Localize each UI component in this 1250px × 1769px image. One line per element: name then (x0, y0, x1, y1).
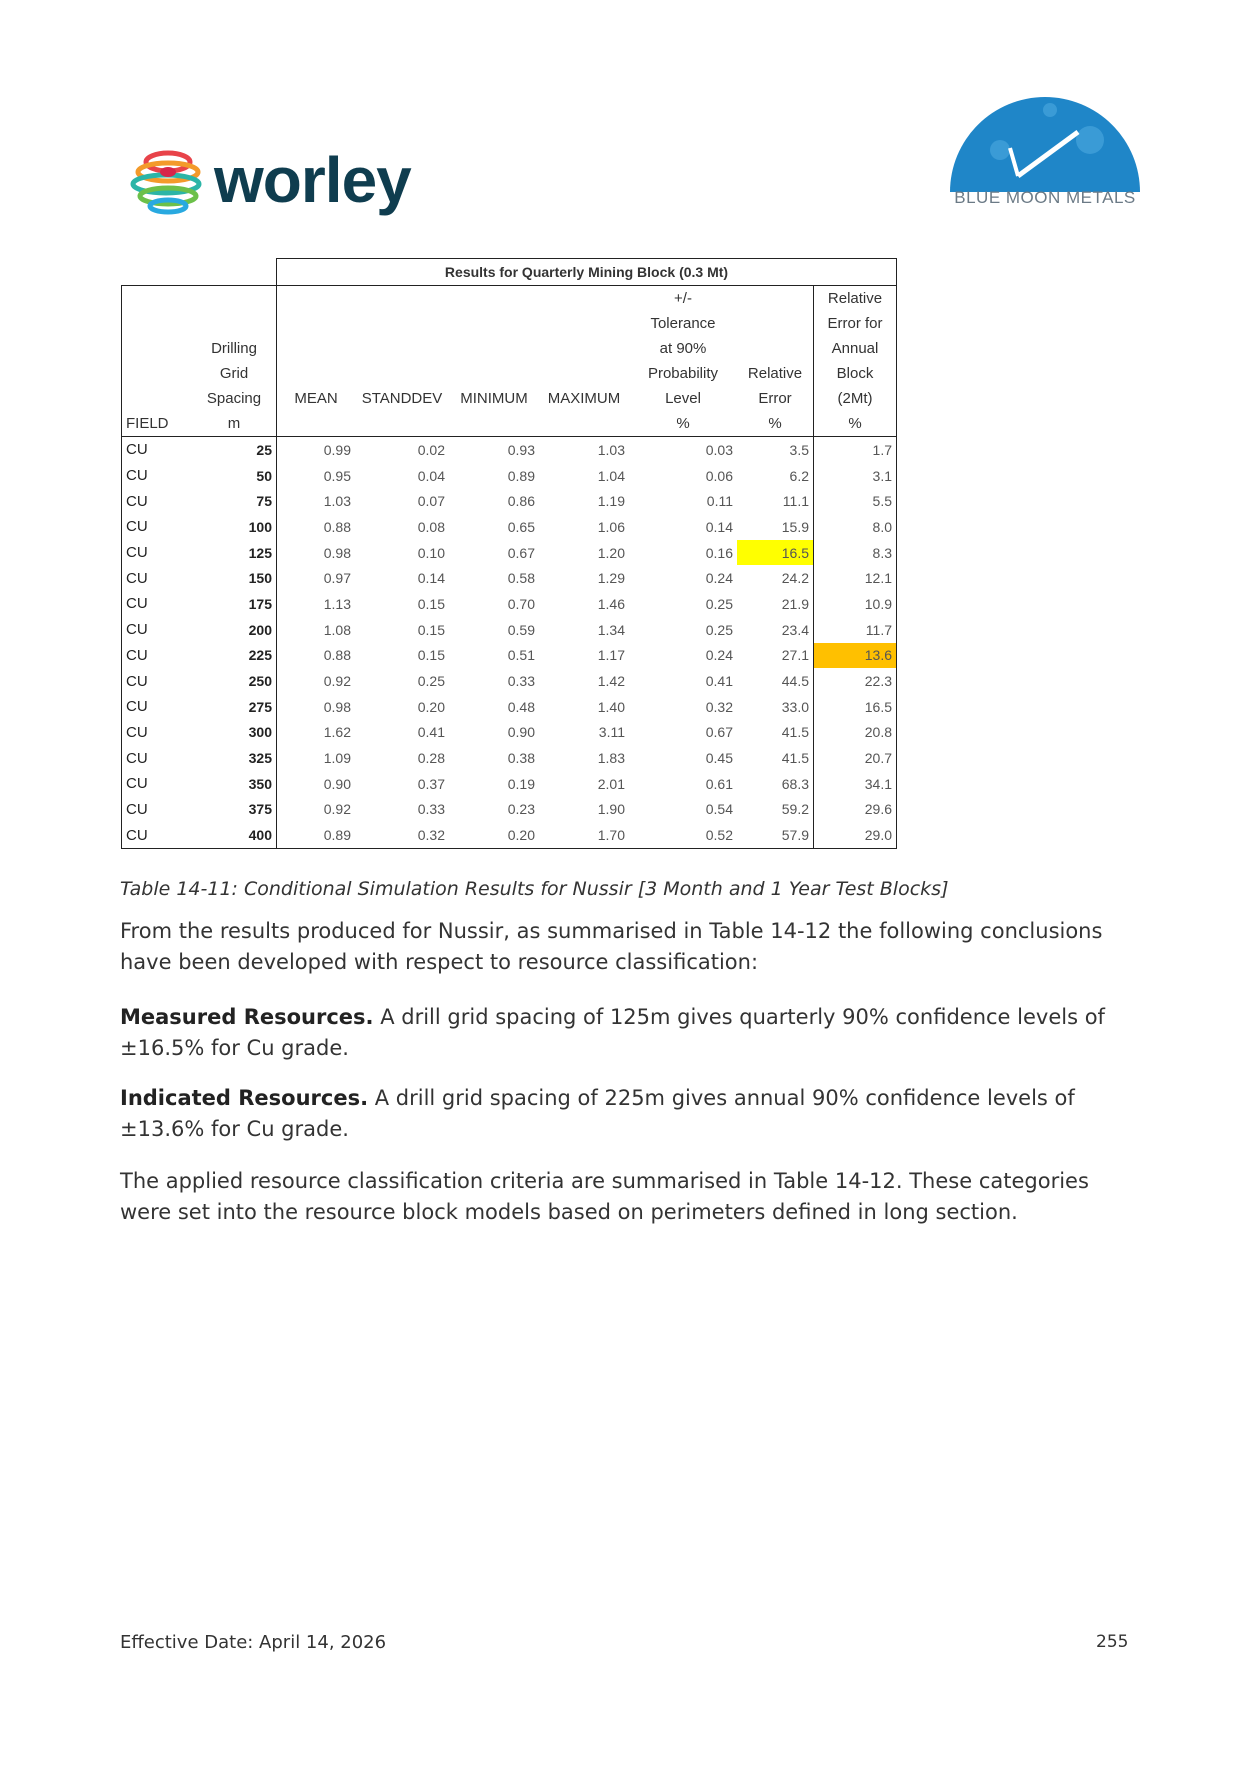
col-header-relative-error: Relative Error % (737, 286, 814, 437)
table-row (122, 437, 906, 463)
cell-stddev: 0.08 (417, 518, 445, 535)
table-row (122, 797, 906, 823)
cell-maximum: 1.20 (597, 544, 625, 561)
cell-minimum: 0.58 (507, 570, 535, 587)
blue-moon-metals-logo (940, 80, 1150, 208)
table-row (122, 617, 906, 643)
cell-tolerance: 0.11 (706, 493, 733, 510)
cell-field: CU (122, 694, 193, 720)
cell-field: CU (122, 591, 193, 617)
cell-relative-error: 33.0 (737, 694, 814, 720)
cell-annual-relative-error: 8.0 (814, 514, 897, 540)
cell-stddev: 0.15 (417, 621, 445, 638)
cell-spacing: 100 (192, 514, 277, 540)
cell-field: CU (122, 488, 193, 514)
cell-minimum: 0.33 (507, 673, 535, 690)
cell-annual-relative-error: 10.9 (814, 591, 897, 617)
cell-relative-error: 23.4 (737, 617, 814, 643)
cell-stddev: 0.28 (417, 750, 445, 767)
footer-effective-date: Effective Date: April 14, 2026 (120, 1632, 387, 1653)
cell-spacing: 325 (192, 745, 277, 771)
group-header-spacer (122, 259, 277, 286)
cell-minimum: 0.59 (507, 621, 535, 638)
cell-annual-relative-error: 29.0 (814, 822, 897, 848)
cell-relative-error: 6.2 (737, 463, 814, 489)
table-row (122, 668, 906, 694)
cell-tolerance: 0.61 (705, 775, 733, 792)
cell-mean: 0.98 (323, 698, 351, 715)
cell-maximum: 1.40 (597, 698, 625, 715)
table-row (122, 463, 906, 489)
cell-mean: 0.88 (323, 518, 351, 535)
cell-stddev: 0.04 (417, 467, 445, 484)
cell-mean: 0.95 (323, 467, 351, 484)
cell-spacing: 125 (192, 540, 277, 566)
cell-maximum: 1.83 (597, 750, 625, 767)
cell-tolerance: 0.41 (705, 673, 733, 690)
cell-field: CU (122, 797, 193, 823)
cell-tolerance: 0.32 (705, 698, 733, 715)
cell-tolerance: 0.54 (705, 801, 733, 818)
col-header-spacing: Drilling Grid Spacing m (192, 286, 277, 437)
cell-annual-relative-error: 20.8 (814, 720, 897, 746)
cell-annual-relative-error: 29.6 (814, 797, 897, 823)
group-header-title: Results for Quarterly Mining Block (0.3 Mt) (277, 259, 897, 286)
cell-field: CU (122, 565, 193, 591)
col-header-mean: MEAN (277, 286, 356, 437)
cell-mean: 0.89 (277, 822, 356, 848)
cell-annual-relative-error: 5.5 (814, 488, 897, 514)
cell-mean: 1.09 (323, 750, 351, 767)
cell-maximum: 1.19 (597, 493, 625, 510)
cell-stddev: 0.15 (417, 595, 445, 612)
cell-relative-error: 41.5 (737, 745, 814, 771)
table-caption: Table 14-11: Conditional Simulation Results for Nussir [3 Month and 1 Year Test Blocks] (120, 878, 949, 900)
cell-maximum: 1.06 (597, 518, 625, 535)
cell-mean: 1.03 (323, 493, 351, 510)
cell-stddev: 0.25 (417, 673, 445, 690)
cell-mean: 0.98 (323, 544, 351, 561)
cell-spacing: 300 (192, 720, 277, 746)
cell-maximum: 2.01 (597, 775, 625, 792)
cell-minimum: 0.70 (507, 595, 535, 612)
cell-minimum: 0.65 (507, 518, 535, 535)
cell-relative-error: 15.9 (737, 514, 814, 540)
indicated-resources-text: A drill grid spacing of 225m gives annual 90% confidence levels of ±13.6% for Cu grade. (120, 1086, 1075, 1141)
measured-resources-heading: Measured Resources. (120, 1005, 374, 1029)
cell-maximum: 1.46 (597, 595, 625, 612)
cell-field: CU (122, 668, 193, 694)
cell-tolerance: 0.45 (705, 750, 733, 767)
cell-field: CU (122, 540, 193, 566)
cell-relative-error: 44.5 (737, 668, 814, 694)
cell-field: CU (122, 822, 193, 848)
cell-stddev: 0.14 (417, 570, 445, 587)
cell-tolerance: 0.52 (629, 822, 737, 848)
col-header-stddev: STANDDEV (355, 286, 449, 437)
cell-stddev: 0.15 (417, 647, 445, 664)
cell-annual-relative-error: 12.1 (814, 565, 897, 591)
cell-tolerance: 0.14 (705, 518, 733, 535)
cell-minimum: 0.90 (507, 724, 535, 741)
cell-annual-relative-error: 11.7 (814, 617, 897, 643)
col-header-minimum: MINIMUM (449, 286, 539, 437)
cell-tolerance: 0.16 (705, 544, 733, 561)
cell-spacing: 200 (192, 617, 277, 643)
cell-annual-relative-error: 8.3 (814, 540, 897, 566)
table-row (122, 488, 906, 514)
indicated-resources-paragraph (120, 1083, 1120, 1145)
cell-relative-error: 3.5 (737, 437, 814, 463)
cell-mean: 0.90 (323, 775, 351, 792)
col-header-field: FIELD (122, 286, 193, 437)
table-row (122, 540, 906, 566)
cell-annual-relative-error: 34.1 (814, 771, 897, 797)
cell-spacing: 25 (192, 437, 277, 463)
cell-relative-error: 27.1 (737, 643, 814, 669)
cell-maximum: 1.70 (539, 822, 629, 848)
cell-minimum: 0.38 (507, 750, 535, 767)
table-row (122, 514, 906, 540)
measured-resources-text: A drill grid spacing of 125m gives quarterly 90% confidence levels of ±16.5% for Cu grade. (120, 1005, 1105, 1060)
cell-stddev: 0.32 (355, 822, 449, 848)
cell-tolerance: 0.24 (705, 570, 733, 587)
cell-tolerance: 0.25 (705, 595, 733, 612)
cell-stddev: 0.37 (417, 775, 445, 792)
indicated-resources-heading: Indicated Resources. (120, 1086, 369, 1110)
col-header-annual-relative-error: Relative Error for Annual Block (2Mt) % (814, 286, 897, 437)
cell-mean: 1.08 (323, 621, 351, 638)
cell-minimum: 0.89 (507, 467, 535, 484)
cell-maximum: 1.29 (597, 570, 625, 587)
cell-minimum: 0.48 (507, 698, 535, 715)
cell-annual-relative-error: 1.7 (814, 437, 897, 463)
cell-spacing: 275 (192, 694, 277, 720)
cell-minimum: 0.86 (507, 493, 535, 510)
col-header-maximum: MAXIMUM (539, 286, 629, 437)
cell-field: CU (122, 771, 193, 797)
cell-relative-error: 21.9 (737, 591, 814, 617)
table-group-header-row (122, 259, 906, 286)
cell-mean: 0.88 (323, 647, 351, 664)
cell-maximum: 1.42 (597, 673, 625, 690)
table-row (122, 694, 906, 720)
cell-spacing: 75 (192, 488, 277, 514)
cell-relative-error: 24.2 (737, 565, 814, 591)
cell-annual-relative-error: 16.5 (814, 694, 897, 720)
cell-relative-error: 68.3 (737, 771, 814, 797)
cell-annual-relative-error: 13.6 (814, 643, 897, 669)
cell-field: CU (122, 463, 193, 489)
cell-maximum: 1.90 (597, 801, 625, 818)
cell-relative-error: 16.5 (737, 540, 814, 566)
table-row (122, 822, 906, 848)
cell-spacing: 250 (192, 668, 277, 694)
cell-spacing: 225 (192, 643, 277, 669)
cell-stddev: 0.10 (417, 544, 445, 561)
cell-stddev: 0.33 (417, 801, 445, 818)
cell-minimum: 0.67 (507, 544, 535, 561)
worley-logo (128, 140, 411, 220)
group-header-spacer (897, 259, 906, 286)
cell-maximum: 1.03 (597, 441, 625, 458)
cell-minimum: 0.19 (507, 775, 535, 792)
cell-stddev: 0.41 (417, 724, 445, 741)
cell-field: CU (122, 643, 193, 669)
cell-relative-error: 57.9 (737, 822, 814, 848)
cell-annual-relative-error: 3.1 (814, 463, 897, 489)
cell-mean: 0.99 (323, 441, 351, 458)
table-row (122, 591, 906, 617)
conditional-simulation-table (121, 258, 906, 849)
cell-stddev: 0.07 (417, 493, 445, 510)
cell-annual-relative-error: 22.3 (814, 668, 897, 694)
table-row (122, 771, 906, 797)
cell-maximum: 1.34 (597, 621, 625, 638)
cell-field: CU (122, 514, 193, 540)
moon-icon (940, 80, 1150, 192)
cell-minimum: 0.23 (507, 801, 535, 818)
cell-field: CU (122, 437, 193, 463)
measured-resources-paragraph (120, 1002, 1120, 1064)
cell-spacing: 150 (192, 565, 277, 591)
cell-stddev: 0.02 (417, 441, 445, 458)
cell-spacing: 375 (192, 797, 277, 823)
cell-stddev: 0.20 (417, 698, 445, 715)
cell-field: CU (122, 745, 193, 771)
cell-mean: 1.13 (323, 595, 351, 612)
worley-wordmark: worley (214, 144, 411, 216)
cell-maximum: 3.11 (598, 724, 625, 741)
cell-mean: 1.62 (323, 724, 351, 741)
cell-minimum: 0.51 (507, 647, 535, 664)
table-row (122, 565, 906, 591)
footer-page-number: 255 (1096, 1632, 1129, 1652)
cell-minimum: 0.20 (449, 822, 539, 848)
cell-field: CU (122, 617, 193, 643)
cell-relative-error: 59.2 (737, 797, 814, 823)
table-row (122, 745, 906, 771)
cell-mean: 0.92 (323, 801, 351, 818)
cell-mean: 0.92 (323, 673, 351, 690)
blue-moon-metals-wordmark: BLUE MOON METALS (954, 188, 1136, 207)
table-row (122, 720, 906, 746)
cell-relative-error: 11.1 (737, 488, 814, 514)
worley-swirl-icon (128, 140, 208, 220)
cell-tolerance: 0.67 (705, 724, 733, 741)
table-body (122, 437, 906, 849)
cell-annual-relative-error: 20.7 (814, 745, 897, 771)
table-column-header-row (122, 286, 906, 437)
cell-spacing: 400 (192, 822, 277, 848)
cell-spacing: 50 (192, 463, 277, 489)
col-header-tolerance: +/- Tolerance at 90% Probability Level % (629, 286, 737, 437)
cell-field: CU (122, 720, 193, 746)
cell-maximum: 1.17 (597, 647, 625, 664)
cell-spacing: 175 (192, 591, 277, 617)
table-row (122, 643, 906, 669)
cell-minimum: 0.93 (507, 441, 535, 458)
cell-tolerance: 0.25 (705, 621, 733, 638)
cell-tolerance: 0.06 (705, 467, 733, 484)
cell-spacing: 350 (192, 771, 277, 797)
cell-mean: 0.97 (323, 570, 351, 587)
cell-relative-error: 41.5 (737, 720, 814, 746)
intro-paragraph: From the results produced for Nussir, as summarised in Table 14-12 the following conclusions have been developed with respect to resource classification: (120, 919, 1103, 974)
cell-tolerance: 0.03 (705, 441, 733, 458)
classification-paragraph: The applied resource classification criteria are summarised in Table 14-12. These categories were set into the resource block models based on perimeters defined in long section. (120, 1169, 1089, 1224)
cell-maximum: 1.04 (597, 467, 625, 484)
cell-tolerance: 0.24 (705, 647, 733, 664)
